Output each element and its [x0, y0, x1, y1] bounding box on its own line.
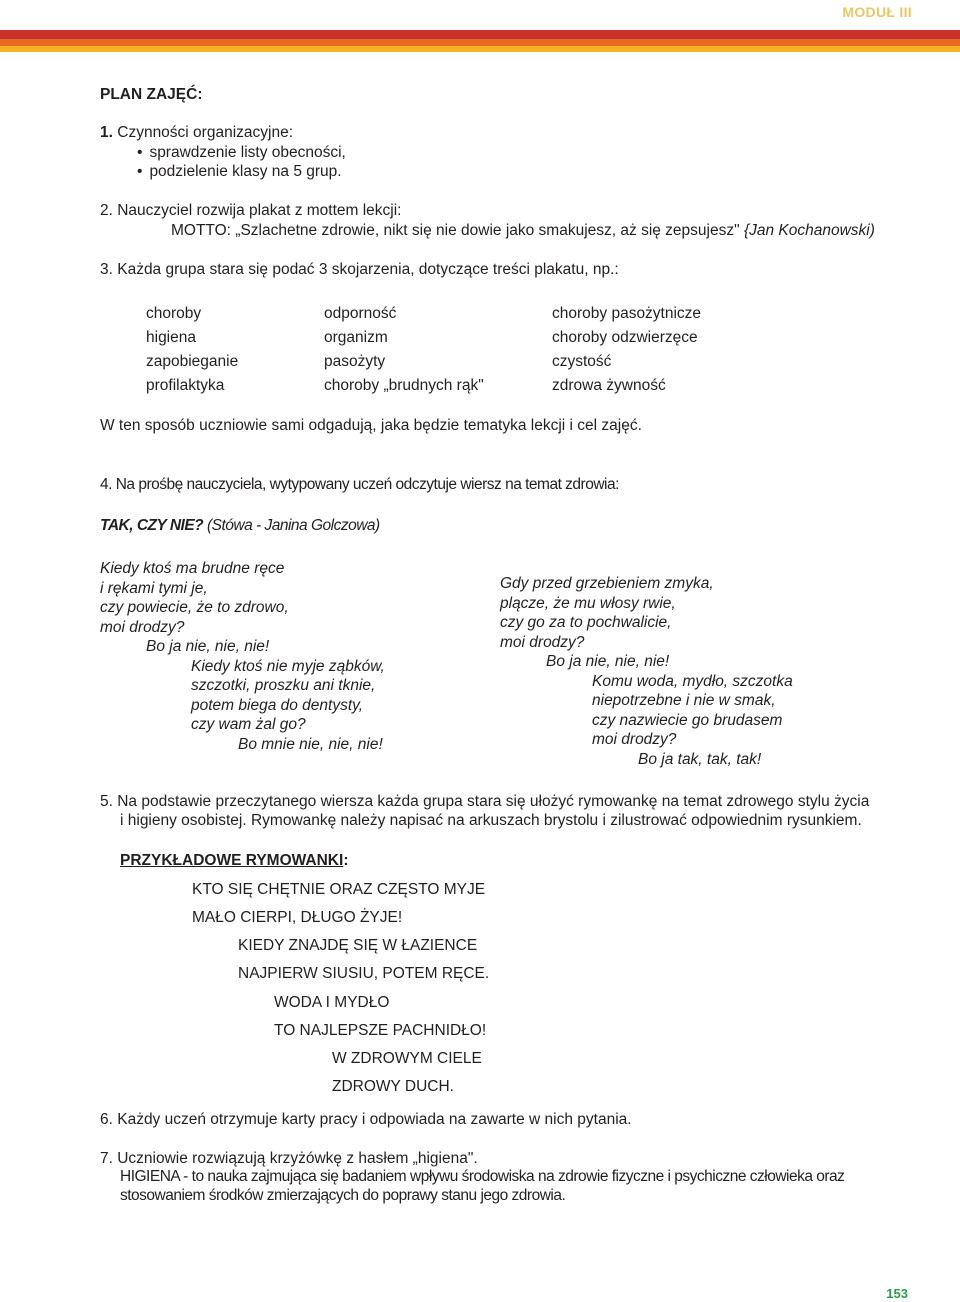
association-word: choroby odzwierzęce	[552, 329, 698, 346]
poem-line: czy go za to pochwalicie,	[500, 614, 672, 631]
poem-line: Komu woda, mydło, szczotka	[592, 673, 793, 690]
association-word: higiena	[146, 329, 196, 346]
motto-text: MOTTO: „Szlachetne zdrowie, nikt się nie dowie jako smakujesz, aż się zepsujesz"	[171, 222, 740, 239]
association-word: zapobieganie	[146, 353, 239, 370]
poem-line: moi drodzy?	[100, 619, 185, 636]
item7-line3: stosowaniem środków zmierzających do poprawy stanu jego zdrowia.	[120, 1187, 566, 1204]
header-band-yellow	[0, 46, 960, 52]
item1-bullet	[137, 143, 346, 163]
association-word: czystość	[552, 353, 612, 370]
rhyme-line: ZDROWY DUCH.	[332, 1078, 454, 1095]
item3-text: 3. Każda grupa stara się podać 3 skojarzenia, dotyczące treści plakatu, np.:	[100, 261, 619, 278]
association-word: organizm	[324, 329, 388, 346]
poem-line: czy nazwiecie go brudasem	[592, 712, 783, 729]
rhyme-line: NAJPIERW SIUSIU, POTEM RĘCE.	[238, 965, 490, 982]
poem-source: (Stówa - Janina Golczowa)	[206, 517, 380, 534]
module-label: MODUŁ III	[842, 4, 912, 20]
rhyme-line: W ZDROWYM CIELE	[332, 1050, 482, 1067]
motto	[171, 221, 875, 241]
item7-line1: 7. Uczniowie rozwiązują krzyżówkę z hasłem „higiena".	[100, 1150, 478, 1167]
association-word: choroby „brudnych rąk"	[324, 377, 484, 394]
association-word: choroby pasożytnicze	[552, 305, 702, 322]
page-number: 153	[886, 1286, 908, 1301]
poem-line: Bo ja nie, nie, nie!	[146, 638, 270, 655]
bullet-text: sprawdzenie listy obecności,	[149, 144, 346, 161]
item5-line2: i higieny osobistej. Rymowankę należy napisać na arkuszach brystolu i zilustrować odpowiednim rysunkiem.	[120, 812, 862, 829]
poem-line: Bo ja nie, nie, nie!	[546, 653, 670, 670]
association-word: zdrowa żywność	[552, 377, 666, 394]
poem-line: niepotrzebne i nie w smak,	[592, 692, 776, 709]
association-word: profilaktyka	[146, 377, 225, 394]
examples-colon: :	[343, 852, 349, 869]
header-band-orange	[0, 39, 960, 46]
item5-line1: 5. Na podstawie przeczytanego wiersza każda grupa stara się ułożyć rymowankę na temat zdrowego stylu życia	[100, 793, 870, 810]
rhyme-line: TO NAJLEPSZE PACHNIDŁO!	[274, 1022, 487, 1039]
association-word: pasożyty	[324, 353, 386, 370]
item1-text: Czynności organizacyjne:	[117, 124, 294, 141]
poem-line: Gdy przed grzebieniem zmyka,	[500, 575, 714, 592]
item2-text: 2. Nauczyciel rozwija plakat z mottem lekcji:	[100, 202, 402, 219]
bullet-text: podzielenie klasy na 5 grup.	[149, 163, 342, 180]
poem-title: TAK, CZY NIE?	[100, 517, 204, 534]
poem-line: czy powiecie, że to zdrowo,	[100, 599, 289, 616]
item6-text: 6. Każdy uczeń otrzymuje karty pracy i odpowiada na zawarte w nich pytania.	[100, 1111, 632, 1128]
examples-title: PRZYKŁADOWE RYMOWANKI	[120, 852, 344, 869]
rhyme-line: MAŁO CIERPI, DŁUGO ŻYJE!	[192, 909, 403, 926]
poem-line: potem biega do dentysty,	[191, 697, 364, 714]
header-band-red	[0, 30, 960, 39]
association-word: choroby	[146, 305, 202, 322]
poem-line: moi drodzy?	[500, 634, 585, 651]
item1	[100, 123, 293, 143]
item4-text: 4. Na prośbę nauczyciela, wytypowany uczeń odczytuje wiersz na temat zdrowia:	[100, 476, 619, 493]
motto-author: {Jan Kochanowski)	[743, 222, 875, 239]
poem-line: czy wam żal go?	[191, 716, 306, 733]
poem-line: szczotki, proszku ani tknie,	[191, 677, 376, 694]
rhyme-line: KTO SIĘ CHĘTNIE ORAZ CZĘSTO MYJE	[192, 881, 486, 898]
item1-number: 1.	[100, 124, 113, 141]
poem-line: Bo ja tak, tak, tak!	[638, 751, 762, 768]
poem-line: Bo mnie nie, nie, nie!	[238, 736, 383, 753]
poem-line: plącze, że mu włosy rwie,	[500, 595, 676, 612]
item3-summary: W ten sposób uczniowie sami odgadują, jaka będzie tematyka lekcji i cel zajęć.	[100, 417, 642, 434]
poem-heading	[100, 517, 380, 535]
poem-line: Kiedy ktoś ma brudne ręce	[100, 560, 285, 577]
poem-line: moi drodzy?	[592, 731, 677, 748]
poem-line: Kiedy ktoś nie myje ząbków,	[191, 658, 385, 675]
item1-bullet	[137, 162, 342, 182]
rhyme-line: KIEDY ZNAJDĘ SIĘ W ŁAZIENCE	[238, 937, 478, 954]
item7-line2: HIGIENA - to nauka zajmująca się badaniem wpływu środowiska na zdrowie fizyczne i psychiczne człowieka oraz	[120, 1168, 845, 1185]
plan-title: PLAN ZAJĘĆ:	[100, 86, 203, 103]
rhyme-line: WODA I MYDŁO	[274, 994, 390, 1011]
poem-line: i rękami tymi je,	[100, 580, 208, 597]
association-word: odporność	[324, 305, 397, 322]
examples-heading	[120, 851, 348, 871]
